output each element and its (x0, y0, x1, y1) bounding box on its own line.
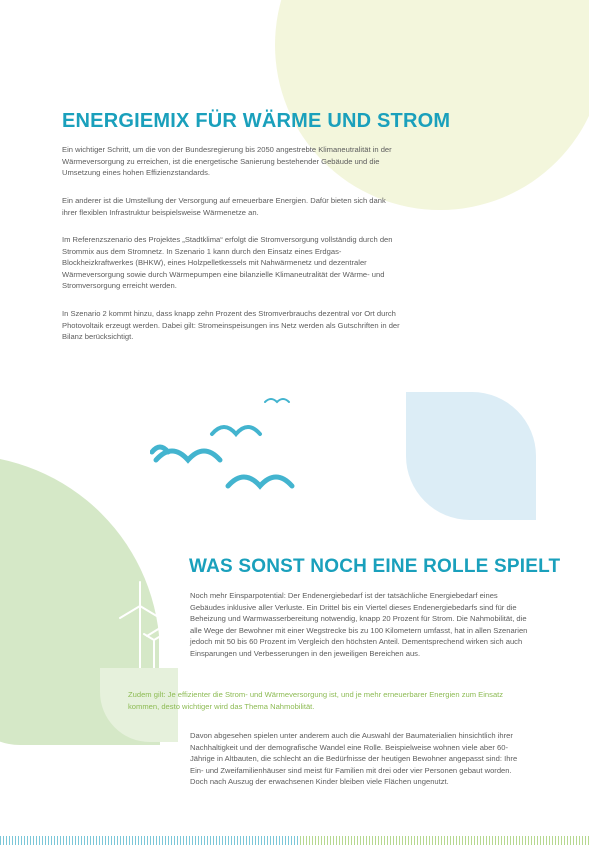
birds-illustration (150, 392, 300, 502)
bird-icon (228, 477, 292, 486)
section-heading-energiemix: ENERGIEMIX FÜR WÄRME UND STROM (62, 110, 451, 132)
paragraph: Im Referenzszenario des Projektes „Stadtklima“ erfolgt die Stromversorgung vollständig durch den Strommix aus dem Stromnetz. In Szenario 1 kann durch den Einsatz eines Erdgas-Blockheizkraftwerkes (BHKW), eines Holzpelletkessels mit Nahwärmenetz und dezentraler Wärmeversorgung sowie durch Wärmepumpen eine bilanzielle Klimaneutralität der Wärme- und Stromversorgung erreicht werden. (62, 235, 393, 291)
paragraph: Noch mehr Einsparpotential: Der Endenergiebedarf ist der tatsächliche Energiebedarf eines Gebäudes inklusive aller Verluste. Ein Drittel bis ein Viertel dieses Endenergiebedarfs sind für die Beheizung und Warmwasserbereitung notwendig, knapp 20 Prozent für Strom. Die Nahmobilität, die alle Wege der Bewohner mit einer Wegstrecke bis zu 100 Kilometern umfasst, hat in allen Szenarien jedoch mit 50 bis 60 Prozent im Vergleich den höchsten Anteil. Dementsprechend wirken sich auch Einsparungen und Verbesserungen in den jeweiligen Bereichen aus. (190, 591, 528, 658)
bird-icon (212, 427, 260, 434)
paragraph: Ein wichtiger Schritt, um die von der Bundesregierung bis 2050 angestrebte Klimaneutralität in der Wärmeversorgung zu erreichen, ist die energetische Sanierung bestehender Gebäude und die Umsetzung eines hohen Effizienzstandards. (62, 145, 392, 178)
section-heading-rolle: WAS SONST NOCH EINE ROLLE SPIELT (189, 556, 561, 577)
wind-turbine-icon (147, 612, 173, 668)
wind-turbines-illustration (110, 578, 180, 668)
bird-icon (265, 399, 289, 402)
highlight-quote: Zudem gilt: Je effizienter die Strom- und Wärmeversorgung ist, und je mehr erneuerbarer Energien zum Einsatz kommen, desto wichtiger wird das Thema Nahmobilität. (128, 690, 504, 711)
paragraph: Davon abgesehen spielen unter anderem auch die Auswahl der Baumaterialien hinsichtlich ihrer Nachhaltigkeit und der demografische Wandel eine Rolle. Beispielweise wohnen viele aber 60-Jährige in Altbauten, die schlecht an die Bedürfnisse der heutigen Bewohner angepasst sind: Ihre Ein- und Zweifamilienhäuser sind meist für Familien mit drei oder vier Personen gebaut worden. Doch nach Auszug der erwachsenen Kinder bleiben viele Flächen ungenutzt. (190, 731, 518, 787)
blue-leaf-shape (406, 392, 536, 520)
paragraph: In Szenario 2 kommt hinzu, dass knapp zehn Prozent des Stromverbrauchs dezentral vor Ort durch Photovoltaik erzeugt werden. Dabei gilt: Stromeinspeisungen ins Netz werden als Gutschriften in der Bilanz berücksichtigt. (62, 309, 400, 342)
footer-stripe-green (300, 836, 589, 845)
bird-icon (156, 451, 220, 460)
paragraph: Ein anderer ist die Umstellung der Versorgung auf erneuerbare Energien. Dafür bieten sich dank ihrer flexiblen Infrastruktur beispielsweise Wärmenetze an. (62, 196, 386, 217)
